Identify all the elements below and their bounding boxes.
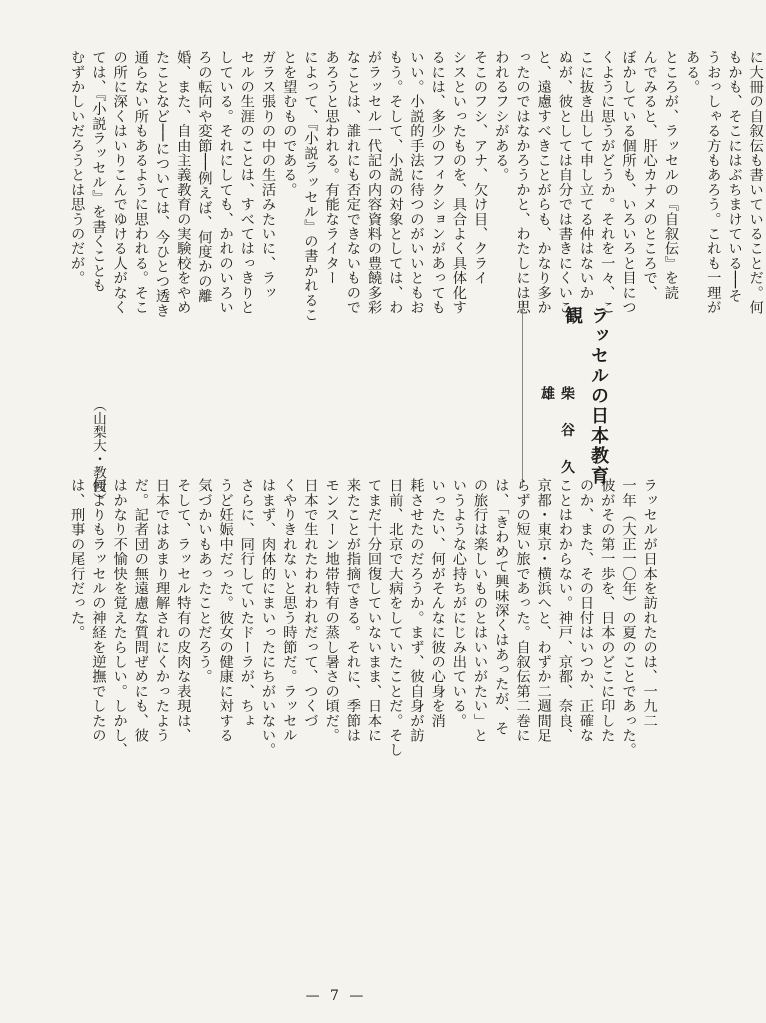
page-number: — 7 — — [305, 988, 367, 1004]
author-affiliation: （山梨大・教授） — [90, 398, 106, 506]
upper-text: に大冊の自叙伝も書いていることだ。何 もかも、そこにはぶちまけている──そ うおっしゃる方もあろう。これも一理が ある。 ところが、ラッセルの『自叙伝』を読 んでみると、肝心カナメのところで、 ぼかしている個所も、いろいろと目につ くように思うがどうか。それを一々、こ こに抜き出して申し立てる仲はないか ぬが、彼としては自分では書きにくいこ と、遠慮すべきことがらも、かなり多か ったのではなかろうかと、わたしには思 われるフシがある。 そこのフシ、アナ、欠け目、クライ シスといったものを、具合よく具体化す るには、多少のフィクションがあっても いい。小説的手法に待つのがいいともお もう。そして、小説の対象としては、わ がラッセル一代記の内容資料の豊饒多彩 なことは、誰れにも否定できないもので あろうと思われる。有能なライター によって、『小説ラッセル』の書かれるこ とを望むものである。 ガラス張りの中の生活みたいに、ラッ セルの生涯のことは、すべてはっきりと している。それにしても、かれのいろい ろの転向や変節──例えば、何度かの離 婚、また、自由主義教育の実験校をやめ たことなど──については、今ひとつ透き 通らない所もあるように思われる。そこ の所に深くはいりこんでゆける人がなく ては、『小説ラッセル』を書くことも むずかしいだろうとは思うのだが。 — [69, 50, 764, 323]
lower-text: ラッセルが日本を訪れたのは、一九二 一年（大正一〇年）の夏のことであった。 彼がその第一歩を、日本のどこに印した のか、また、その日付はいつか、正確な ことはわからない。神戸、京都、奈良、 京都・東京・横浜へと、わずか二週間足 らずの短い旅であった。自叙伝第二巻に は、「きわめて興味深くはあったが、そ の旅行は楽しいものとはいいがたい」と いうような心持ちがにじみ出ている。 いったい、何がそんなに彼の心身を消 耗させたのだろうか。まず、彼自身が訪 日前、北京で大病をしていたことだ。そし てまだ十分回復していないまま、日本に 来たことが指摘できる。それに、季節は モンスーン地帯特有の蒸し暑さの頃だ。 日本で生れたわれわれだって、つくづ くやりきれないと思う時節だ。ラッセル はまず、肉体的にまいったにちがいない。 さらに、同行していたドーラが、ちょ うど妊娠中だった。彼女の健康に対する 気づかいもあったことだろう。 そして、ラッセル特有の皮肉な表現は、 日本ではあまり理解されにくかったよう だ。記者団の無遠慮な質問ぜめにも、彼 はかなり不愉快を覚えたらしい。しかし、 何よりもラッセルの神経を逆撫でしたの は、刑事の尾行だった。 — [69, 478, 658, 758]
article-header — [522, 300, 621, 488]
article-author: 柴 谷 久 雄 — [539, 386, 575, 483]
lower-text-block — [66, 478, 658, 928]
article-title: ラッセルの日本教育観 — [562, 306, 609, 486]
